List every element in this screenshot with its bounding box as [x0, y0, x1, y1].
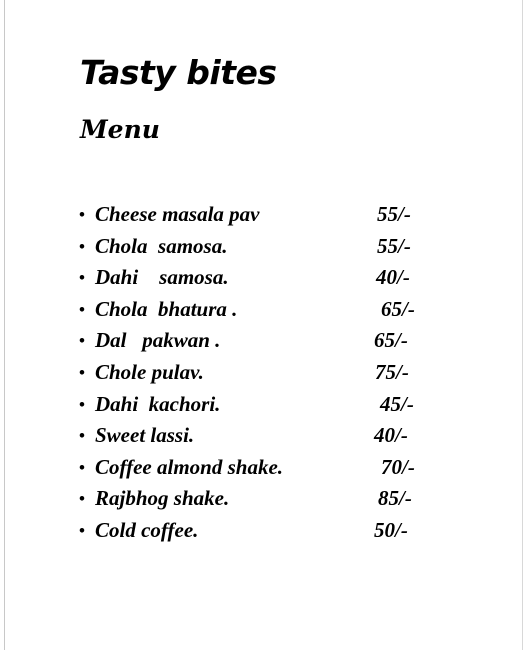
menu-item [79, 423, 479, 455]
item-name: Cheese masala pav [95, 202, 260, 226]
bullet-icon: • [79, 205, 85, 224]
menu-list [79, 202, 479, 550]
menu-item [79, 360, 479, 392]
item-price: 85/- [378, 486, 412, 511]
menu-heading: Menu [80, 115, 160, 144]
bullet-icon: • [79, 299, 85, 319]
item-name: Chole pulav. [95, 359, 204, 384]
menu-item [79, 297, 479, 329]
item-name: Chola samosa. [95, 233, 228, 258]
bullet-icon: • [79, 236, 85, 256]
item-name: Dahi samosa. [95, 265, 229, 290]
bullet-icon: • [79, 426, 85, 446]
menu-item [79, 234, 479, 266]
item-name: Dahi kachori. [95, 391, 221, 416]
item-price: 75/- [375, 359, 409, 384]
item-price: 40/- [376, 265, 410, 290]
bullet-icon: • [79, 394, 85, 414]
item-name: Sweet lassi. [95, 423, 195, 448]
bullet-icon: • [79, 331, 85, 351]
menu-item [79, 265, 479, 297]
item-price: 55/- [377, 233, 411, 258]
bullet-icon: • [79, 268, 85, 288]
menu-item [79, 455, 479, 487]
item-price: 40/- [374, 423, 408, 448]
restaurant-name: Tasty bites [80, 53, 277, 92]
bullet-icon: • [79, 520, 85, 540]
item-name: Rajbhog shake. [95, 486, 230, 511]
menu-item [79, 202, 479, 234]
bullet-icon: • [79, 457, 85, 477]
menu-item [79, 486, 479, 518]
item-name: Chola bhatura . [95, 296, 238, 321]
item-price: 45/- [380, 391, 414, 416]
bullet-icon: • [79, 489, 85, 509]
page-edge-left [4, 0, 5, 650]
menu-item [79, 392, 479, 424]
menu-item [79, 518, 479, 550]
menu-item [79, 328, 479, 360]
item-name: Coffee almond shake. [95, 454, 284, 479]
item-price: 70/- [381, 454, 415, 479]
item-name: Cold coffee. [95, 517, 199, 542]
page-edge-right [522, 0, 523, 650]
item-price: 50/- [374, 517, 408, 542]
item-name: Dal pakwan . [95, 328, 221, 353]
item-price: 65/- [381, 296, 415, 321]
item-price: 65/- [374, 328, 408, 353]
bullet-icon: • [79, 362, 85, 382]
item-price: 55/- [377, 202, 411, 226]
